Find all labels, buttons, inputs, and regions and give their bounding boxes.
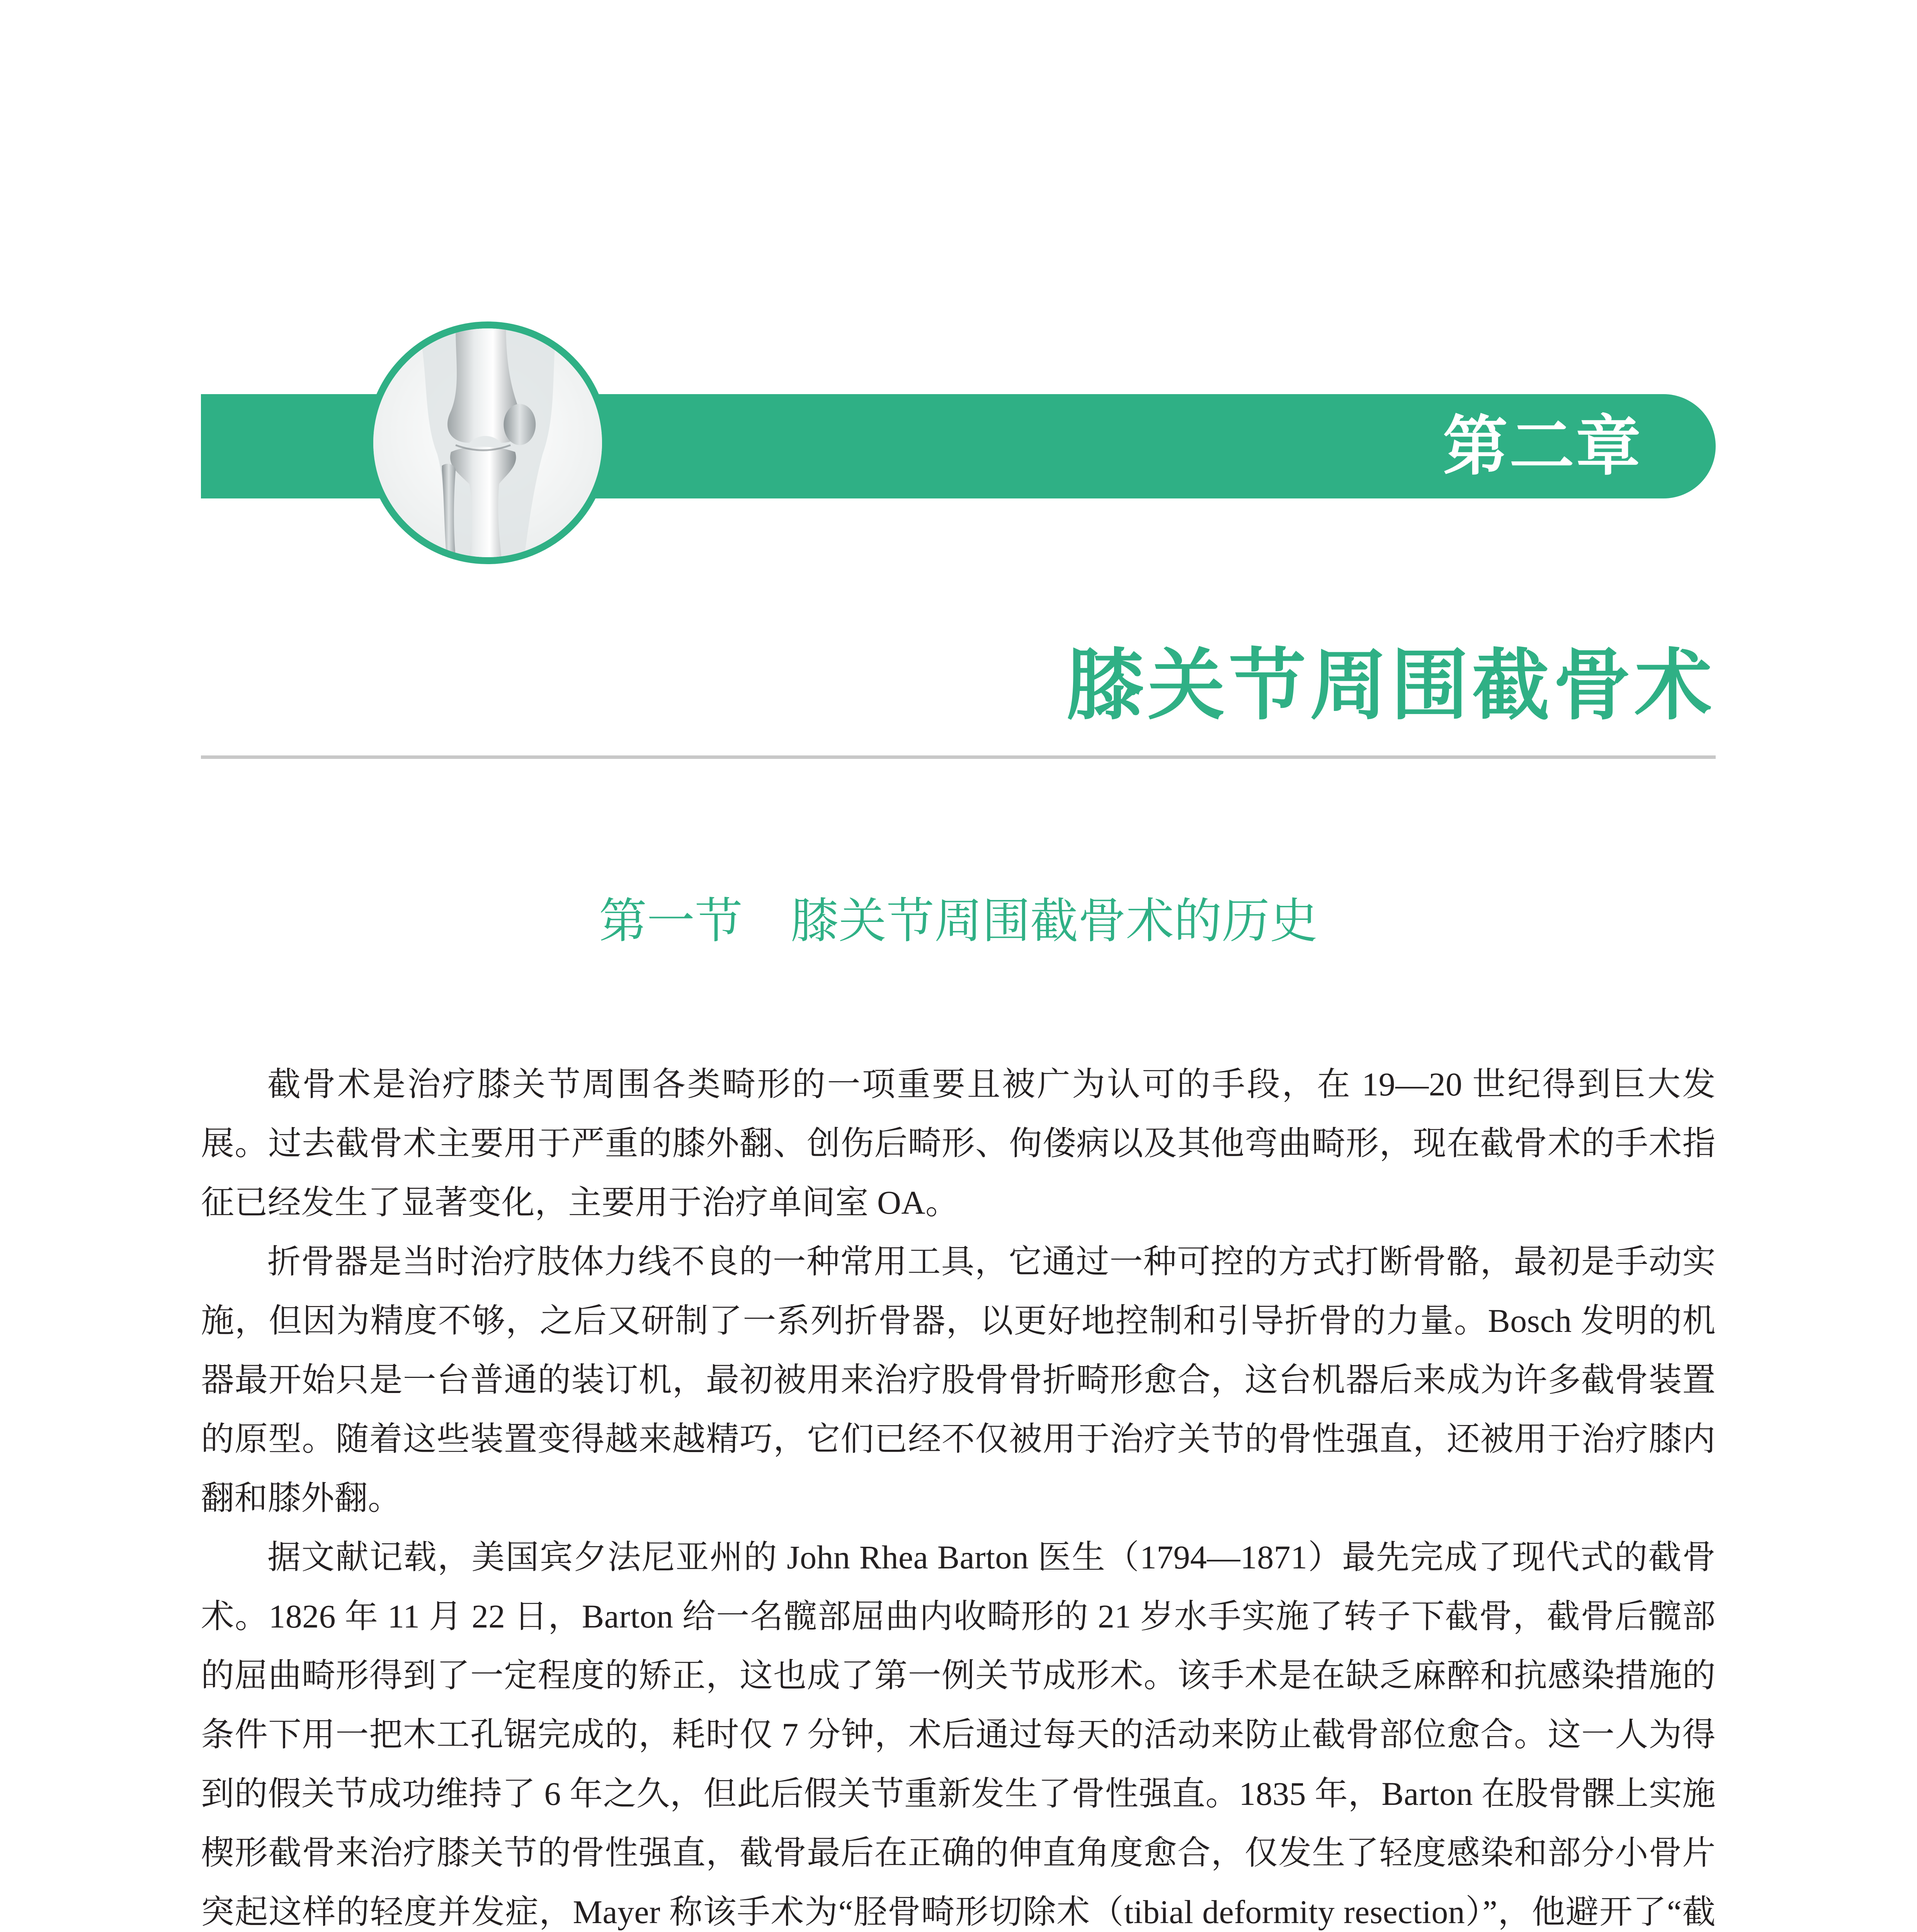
knee-xray-icon [373, 328, 602, 557]
section-heading: 第一节 膝关节周围截骨术的历史 [599, 893, 1318, 949]
knee-medallion [366, 321, 609, 564]
paragraph: 截骨术是治疗膝关节周围各类畸形的一项重要且被广为认可的手段，在 19—20 世纪得到巨大发展。过去截骨术主要用于严重的膝外翻、创伤后畸形、佝偻病以及其他弯曲畸形，现在截骨术的手术指征已经发生了显著变化，主要用于治疗单间室 OA。 [201, 1066, 1716, 1221]
chapter-number: 第二章 [1443, 408, 1642, 484]
paragraph: 据文献记载，美国宾夕法尼亚州的 John Rhea Barton 医生（1794—1871）最先完成了现代式的截骨术。1826 年 11 月 22 日，Barton 给一名髋部屈曲内收畸形的 21 岁水手实施了转子下截骨，截骨后髋部的屈曲畸形得到了一定程度的矫正，这也成了第一例关节成形术。该手术是在缺乏麻醉和抗感染措施的条件下用一把木工孔锯完成的，耗时仅 7 分钟，术后通过每天的活动来防止截骨部位愈合。这一人为得到的假关节成功维持了 6 年之久，但此后假关节重新发生了骨性强直。1835 年，Barton 在股骨髁上实施楔形截骨来治疗膝关节的骨性强直，截骨最后在正确的伸直角度愈合，仅发生了轻度感染和部分小骨片突起这样的轻度并发症，Mayer 称该手术为“胫骨畸形切除术（tibial deformity resection）”，他避开了“截 [201, 1539, 1716, 1930]
paragraph: 折骨器是当时治疗肢体力线不良的一种常用工具，它通过一种可控的方式打断骨骼，最初是手动实施，但因为精度不够，之后又研制了一系列折骨器，以更好地控制和引导折骨的力量。Bosch 发明的机器最开始只是一台普通的装订机，最初被用来治疗股骨骨折畸形愈合，这台机器后来成为许多截骨装置的原型。随着这些装置变得越来越精巧，它们已经不仅被用于治疗关节的骨性强直，还被用于治疗膝内翻和膝外翻。 [201, 1243, 1716, 1517]
title-divider [201, 755, 1716, 759]
body-text [201, 1055, 1716, 1932]
chapter-title: 膝关节周围截骨术 [1066, 641, 1716, 731]
